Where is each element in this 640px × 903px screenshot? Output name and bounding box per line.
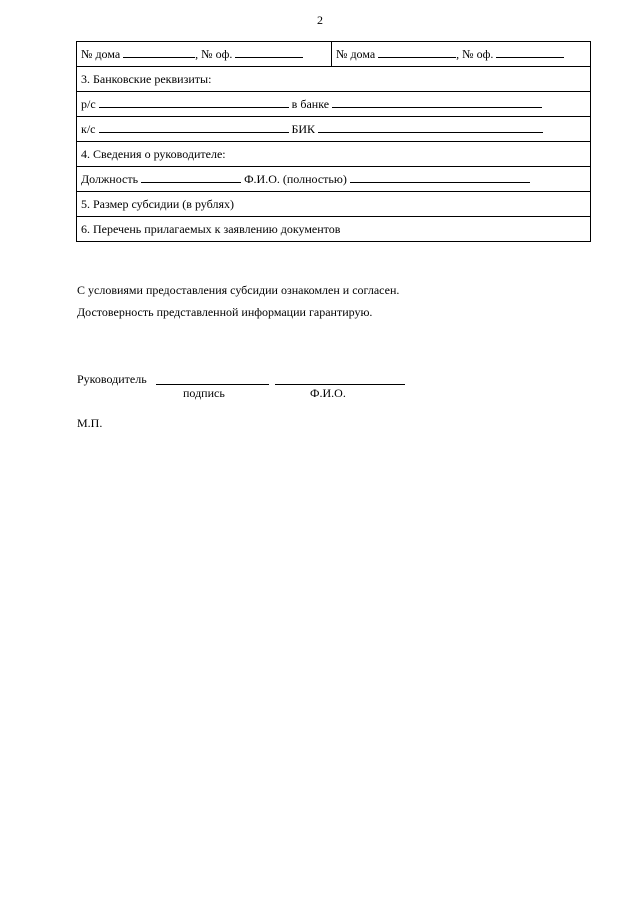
house-number-label-2: № дома (336, 46, 376, 61)
corr-account-field[interactable] (99, 122, 289, 133)
subsidy-row (77, 192, 591, 217)
account-row (77, 92, 591, 117)
house-number-field[interactable] (123, 47, 195, 58)
head-info-heading: 4. Сведения о руководителе: (77, 142, 591, 167)
fio-line[interactable] (275, 384, 405, 385)
signature-caption: подпись (183, 386, 225, 400)
office-number-field-2[interactable] (496, 47, 564, 58)
office-number-label-2: , № оф. (456, 46, 494, 61)
application-form-table (76, 41, 591, 242)
head-signature-label: Руководитель (77, 372, 147, 386)
position-field[interactable] (141, 172, 241, 183)
position-cell (77, 167, 591, 192)
bank-heading-row (77, 67, 591, 92)
bank-details-heading: 3. Банковские реквизиты: (77, 67, 591, 92)
subsidy-amount-heading: 5. Размер субсидии (в рублях) (77, 192, 591, 217)
account-cell (77, 92, 591, 117)
office-number-label: , № оф. (195, 46, 233, 61)
address-row (77, 42, 591, 67)
address-cell-left (77, 42, 332, 67)
documents-list-heading: 6. Перечень прилагаемых к заявлению документов (77, 217, 591, 242)
position-row (77, 167, 591, 192)
bank-name-field[interactable] (332, 97, 542, 108)
agreement-statement: С условиями предоставления субсидии ознакомлен и согласен. (77, 283, 400, 297)
house-number-field-2[interactable] (378, 47, 456, 58)
fio-full-field[interactable] (350, 172, 530, 183)
corr-account-cell (77, 117, 591, 142)
position-label: Должность (81, 171, 139, 186)
fio-caption: Ф.И.О. (310, 386, 346, 400)
office-number-field[interactable] (235, 47, 303, 58)
bik-field[interactable] (318, 122, 543, 133)
address-cell-right (332, 42, 591, 67)
documents-row (77, 217, 591, 242)
seal-label: М.П. (77, 416, 103, 430)
page-number: 2 (317, 13, 323, 27)
fio-full-label: Ф.И.О. (полностью) (244, 171, 347, 186)
bik-label: БИК (291, 121, 316, 136)
head-heading-row (77, 142, 591, 167)
in-bank-label: в банке (291, 96, 330, 111)
account-field[interactable] (99, 97, 289, 108)
corr-account-row (77, 117, 591, 142)
account-label: р/с (81, 96, 96, 111)
signature-line[interactable] (156, 384, 269, 385)
corr-account-label: к/с (81, 121, 96, 136)
house-number-label: № дома (81, 46, 121, 61)
guarantee-statement: Достоверность представленной информации гарантирую. (77, 305, 373, 319)
